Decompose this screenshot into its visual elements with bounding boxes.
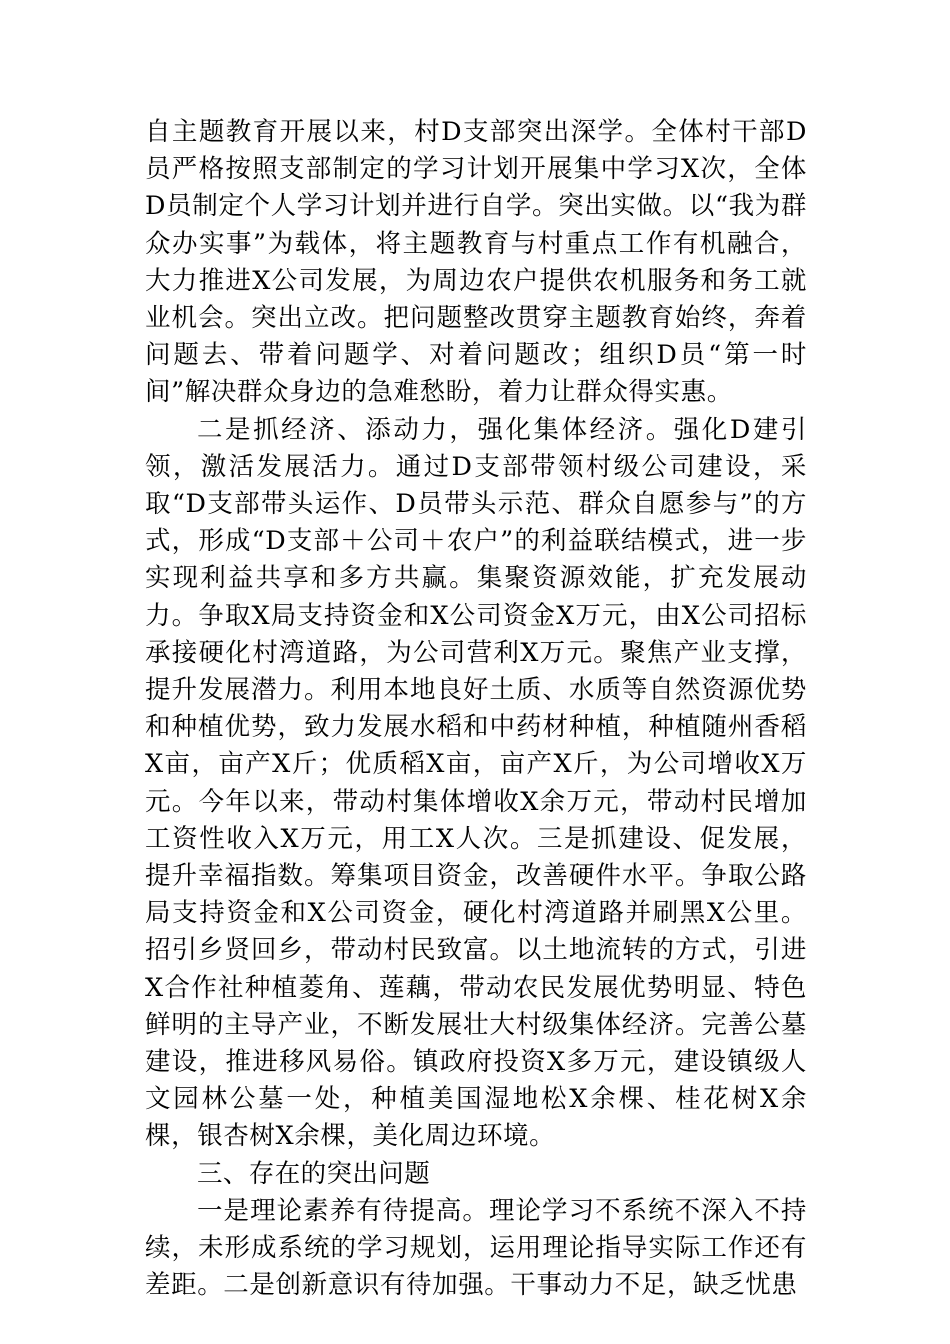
document-page — [145, 114, 807, 1305]
paragraph-problems: 一是理论素养有待提高。理论学习不系统不深入不持续，未形成系统的学习规划，运用理论指导实际工作还有差距。二是创新意识有待加强。干事动力不足，缺乏忧患 — [145, 1195, 807, 1301]
paragraph-collective-economy: 二是抓经济、添动力，强化集体经济。强化D建引领，激活发展活力。通过D支部带领村级公司建设，采取“D支部带头运作、D员带头示范、群众自愿参与”的方式，形成“D支部＋公司＋农户”的利益联结模式，进一步实现利益共享和多方共赢。集聚资源效能，扩充发展动力。争取X局支持资金和X公司资金X万元，由X公司招标承接硬化村湾道路，为公司营利X万元。聚焦产业支撑，提升发展潜力。利用本地良好土质、水质等自然资源优势和种植优势，致力发展水稻和中药材种植，种植随州香稻X亩，亩产X斤；优质稻X亩，亩产X斤，为公司增收X万元。今年以来，带动村集体增收X余万元，带动村民增加工资性收入X万元，用工X人次。三是抓建设、促发展，提升幸福指数。筹集项目资金，改善硬件水平。争取公路局支持资金和X公司资金，硬化村湾道路并刷黑X公里。招引乡贤回乡，带动村民致富。以土地流转的方式，引进X合作社种植菱角、莲藕，带动农民发展优势明显、特色鲜明的主导产业，不断发展壮大村级集体经济。完善公墓建设，推进移风易俗。镇政府投资X多万元，建设镇级人文园林公墓一处，种植美国湿地松X余棵、桂花树X余棵，银杏树X余棵，美化周边环境。 — [145, 414, 807, 1152]
section-heading: 三、存在的突出问题 — [197, 1158, 431, 1189]
paragraph-theme-education: 自主题教育开展以来，村D支部突出深学。全体村干部D员严格按照支部制定的学习计划开展集中学习X次，全体D员制定个人学习计划并进行自学。突出实做。以“我为群众办实事”为载体，将主题教育与村重点工作有机融合，大力推进X公司发展，为周边农户提供农机服务和务工就业机会。突出立改。把问题整改贯穿主题教育始终，奔着问题去、带着问题学、对着问题改；组织D员“第一时间”解决群众身边的急难愁盼，着力让群众得实惠。 — [145, 117, 807, 408]
